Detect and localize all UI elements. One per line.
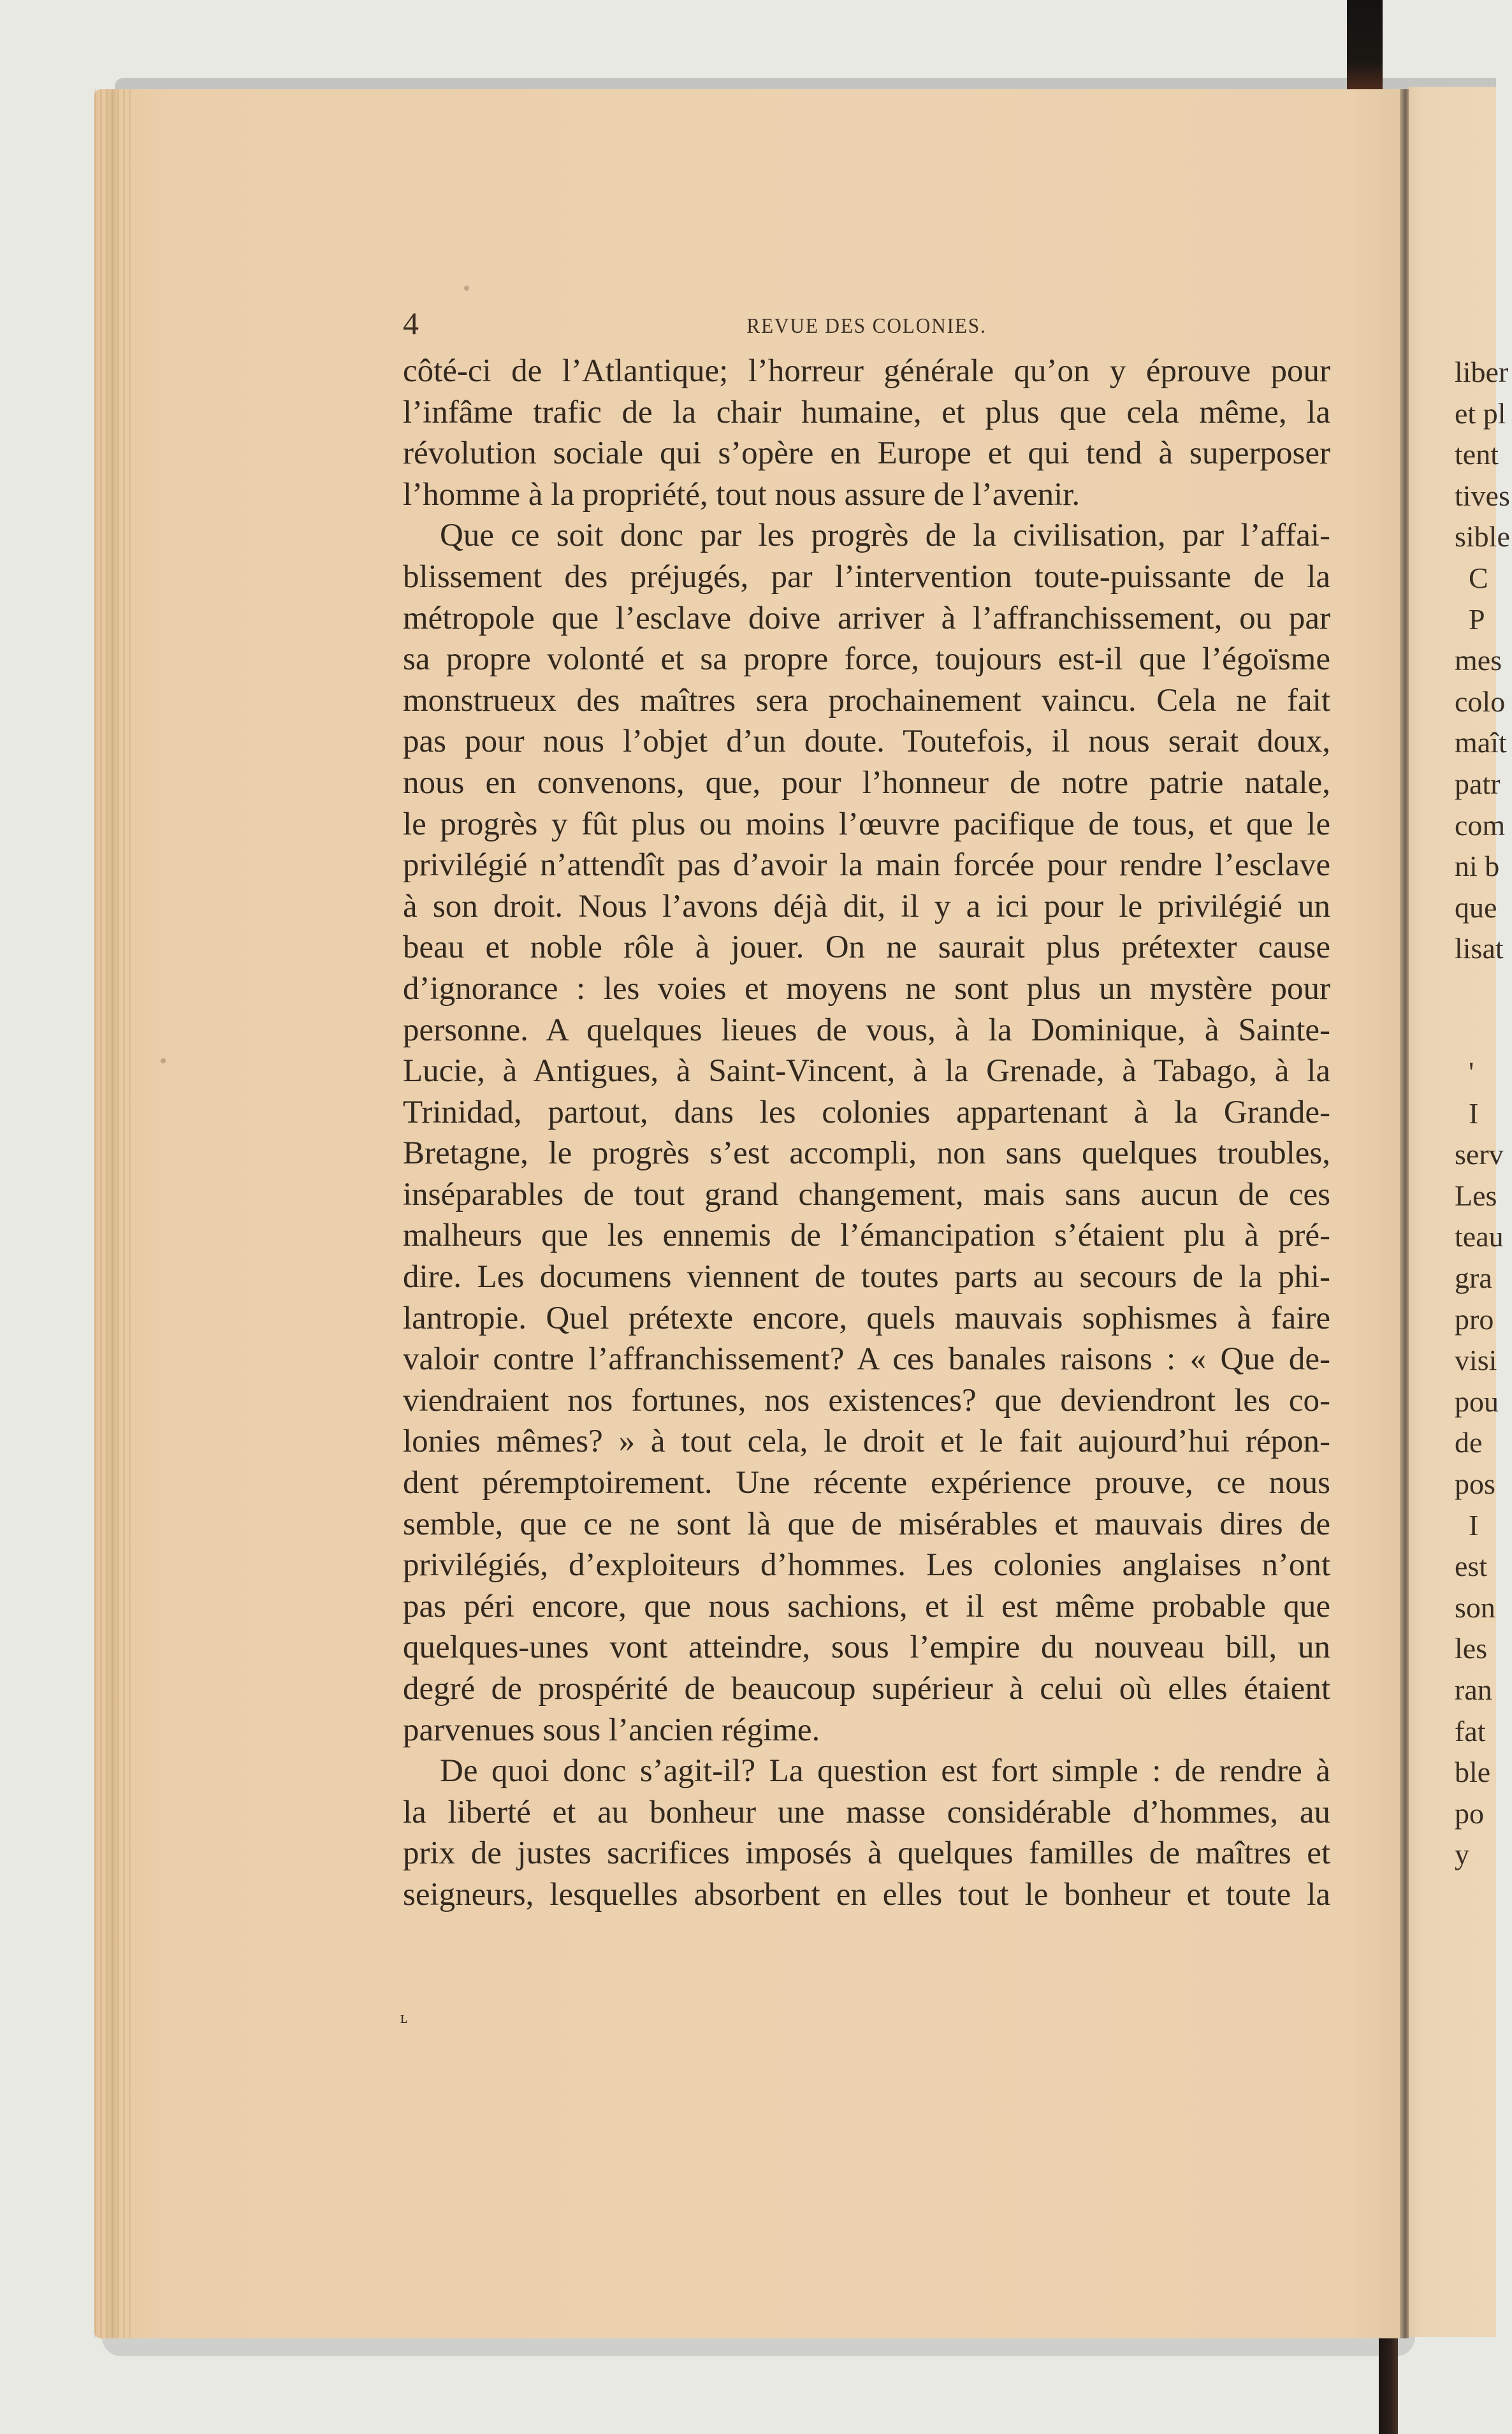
facing-page-line-fragment: gra — [1455, 1262, 1492, 1295]
text-line: nous en convenons, que, pour l’honneur de notre patrie natale, — [403, 764, 1330, 801]
facing-page-line-fragment: pou — [1455, 1385, 1499, 1418]
bookmark-ribbon-top — [1347, 0, 1383, 89]
journal-title: REVUE DES COLONIES. — [746, 314, 987, 338]
facing-page-line-fragment: est — [1455, 1550, 1488, 1583]
text-line: beau et noble rôle à jouer. On ne saurait plus prétexter cause — [403, 929, 1330, 966]
facing-page-line-fragment: sible — [1455, 520, 1510, 553]
book-gutter — [1400, 89, 1409, 2338]
facing-page-line-fragment: mes — [1455, 644, 1502, 677]
text-line: l’infâme trafic de la chair humaine, et plus que cela même, la — [403, 394, 1330, 430]
text-line: quelques-unes vont atteindre, sous l’empire du nouveau bill, un — [403, 1629, 1330, 1666]
facing-page-line-fragment — [1455, 970, 1512, 1011]
facing-page-line-fragment: ble — [1455, 1756, 1491, 1789]
text-line: pas pour nous l’objet d’un doute. Toutefois, il nous serait doux, — [403, 724, 1330, 760]
text-line: De quoi donc s’agit-il? La question est fort simple : de rendre à — [440, 1753, 1330, 1789]
text-line: valoir contre l’affranchissement? A ces banales raisons : « Que de- — [403, 1341, 1330, 1378]
facing-page-line-fragment: P — [1469, 602, 1485, 636]
text-line: dent péremptoirement. Une récente expérience prouve, ce nous — [403, 1465, 1330, 1501]
facing-page-line-fragment: po — [1455, 1796, 1484, 1830]
facing-page-line-fragment: serv — [1455, 1138, 1504, 1171]
text-line: malheurs que les ennemis de l’émancipation s’étaient plu à pré- — [403, 1218, 1330, 1254]
text-line: personne. A quelques lieues de vous, à la Dominique, à Sainte- — [403, 1012, 1330, 1048]
facing-page-line-fragment: pro — [1455, 1302, 1494, 1336]
text-line: lonies mêmes? » à tout cela, le droit et le fait aujourd’hui répon- — [403, 1424, 1330, 1460]
paper-speck — [464, 286, 469, 291]
text-line: la liberté et au bonheur une masse considérable d’hommes, au — [403, 1794, 1330, 1830]
signature-mark: ʟ — [400, 2008, 408, 2027]
text-line: d’ignorance : les voies et moyens ne sont plus un mystère pour — [403, 970, 1330, 1007]
facing-page-line-fragment: maît — [1455, 726, 1507, 759]
facing-page-line-fragment: patr — [1455, 767, 1501, 800]
facing-page-line-fragment: lisat — [1455, 932, 1504, 965]
text-line: Lucie, à Antigues, à Saint-Vincent, à la Grenade, à Tabago, à la — [403, 1053, 1330, 1089]
text-line: dire. Les documens viennent de toutes parts au secours de la phi- — [403, 1259, 1330, 1295]
facing-page-line-fragment: ni b — [1455, 850, 1500, 883]
page-number: 4 — [403, 305, 419, 341]
facing-page-line-fragment: tives — [1455, 479, 1510, 512]
facing-page-line-fragment: colo — [1455, 685, 1506, 718]
text-line: inséparables de tout grand changement, mais sans aucun de ces — [403, 1176, 1330, 1213]
facing-page-text — [1455, 352, 1512, 1876]
text-line: privilégiés, d’exploiteurs d’hommes. Les colonies anglaises n’ont — [403, 1547, 1330, 1584]
text-line: semble, que ce ne sont là que de misérables et mauvais dires de — [403, 1506, 1330, 1542]
text-line: Que ce soit donc par les progrès de la civilisation, par l’affai- — [440, 518, 1330, 554]
text-line: seigneurs, lesquelles absorbent en elles tout le bonheur et toute la — [403, 1876, 1330, 1913]
facing-page-line-fragment: ran — [1455, 1673, 1492, 1706]
bookmark-ribbon-bottom — [1379, 2338, 1398, 2434]
facing-page-line-fragment: tent — [1455, 438, 1499, 471]
facing-page-line-fragment: fat — [1455, 1714, 1486, 1747]
text-line: côté-ci de l’Atlantique; l’horreur générale qu’on y éprouve pour — [403, 353, 1330, 389]
facing-page-line-fragment: visi — [1455, 1344, 1497, 1377]
text-line: à son droit. Nous l’avons déjà dit, il y a ici pour le privilégié un — [403, 888, 1330, 924]
facing-page-line-fragment: Les — [1455, 1179, 1497, 1212]
paper-speck — [161, 1058, 166, 1063]
text-line: blissement des préjugés, par l’intervention toute-puissante de la — [403, 558, 1330, 595]
facing-page-line-fragment: com — [1455, 808, 1506, 842]
text-line: le progrès y fût plus ou moins l’œuvre pacifique de tous, et que le — [403, 806, 1330, 842]
facing-page-line-fragment: I — [1469, 1097, 1479, 1130]
text-line: privilégié n’attendît pas d’avoir la main forcée pour rendre l’esclave — [403, 847, 1330, 884]
facing-page-line-fragment: les — [1455, 1632, 1488, 1665]
text-line: pas péri encore, que nous sachions, et il est même probable que — [403, 1588, 1330, 1624]
text-line: Trinidad, partout, dans les colonies appartenant à la Grande- — [403, 1094, 1330, 1130]
text-line: lantropie. Quel prétexte encore, quels mauvais sophismes à faire — [403, 1300, 1330, 1336]
facing-page-line-fragment: son — [1455, 1591, 1495, 1624]
text-line: l’homme à la propriété, tout nous assure de l’avenir. — [403, 476, 1080, 513]
body-text — [403, 351, 1330, 1916]
facing-page-line-fragment — [1455, 1011, 1512, 1053]
text-line: viendraient nos fortunes, nos existences? que deviendront les co- — [403, 1382, 1330, 1418]
facing-page-line-fragment: pos — [1455, 1468, 1495, 1501]
facing-page-line-fragment: ' — [1469, 1056, 1474, 1089]
text-line: révolution sociale qui s’opère en Europe et qui tend à superposer — [403, 435, 1330, 472]
facing-page-line-fragment: et pl — [1455, 397, 1506, 430]
text-line: prix de justes sacrifices imposés à quelques familles de maîtres et — [403, 1835, 1330, 1872]
text-line: monstrueux des maîtres sera prochainement vaincu. Cela ne fait — [403, 682, 1330, 718]
text-line: métropole que l’esclave doive arriver à l’affranchissement, ou par — [403, 600, 1330, 636]
facing-page-line-fragment: liber — [1455, 356, 1509, 388]
running-head — [403, 307, 1330, 339]
text-line: sa propre volonté et sa propre force, toujours est-il que l’égoïsme — [403, 641, 1330, 678]
text-line: parvenues sous l’ancien régime. — [403, 1712, 820, 1748]
facing-page-line-fragment: que — [1455, 891, 1497, 924]
text-line: degré de prospérité de beaucoup supérieur à celui où elles étaient — [403, 1671, 1330, 1707]
facing-page-line-fragment: y — [1455, 1838, 1469, 1871]
facing-page-line-fragment: I — [1469, 1508, 1479, 1541]
facing-page-line-fragment: C — [1469, 561, 1488, 594]
text-line: Bretagne, le progrès s’est accompli, non sans quelques troubles, — [403, 1135, 1330, 1172]
facing-page-line-fragment: teau — [1455, 1220, 1504, 1253]
facing-page-line-fragment: de — [1455, 1426, 1483, 1459]
